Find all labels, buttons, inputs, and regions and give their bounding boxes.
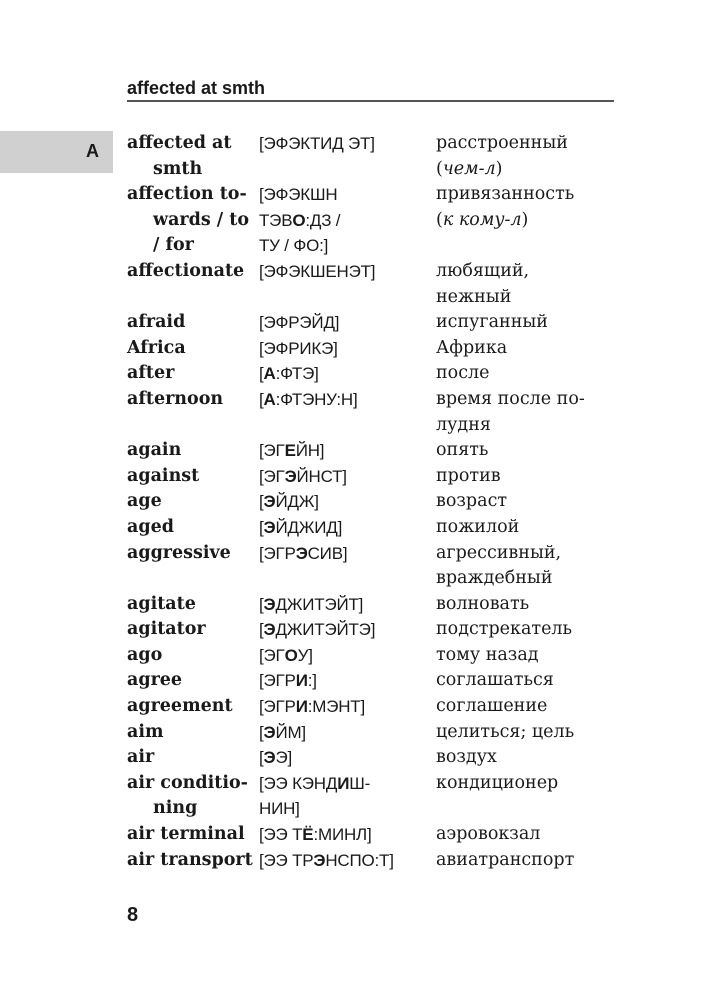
meaning-line — [436, 387, 597, 413]
meaning-line — [436, 617, 597, 643]
meaning-line — [436, 157, 597, 183]
meaning-text: ) — [521, 209, 529, 230]
headword-line: again — [127, 440, 182, 461]
headword-line: after — [127, 363, 175, 384]
meaning-line — [436, 259, 597, 285]
entry-meaning — [436, 515, 597, 541]
stressed-vowel: Э — [263, 594, 276, 614]
dictionary-entry — [127, 694, 597, 720]
thumb-index-letter: A — [86, 141, 99, 161]
meaning-text: ) — [495, 158, 503, 179]
transcription-line — [259, 489, 436, 515]
meaning-line — [436, 541, 597, 567]
dictionary-entry — [127, 848, 597, 874]
meaning-text: волновать — [436, 593, 530, 614]
headword-line: ning — [153, 798, 198, 819]
transcription-text: [ЭГ — [259, 645, 285, 665]
headword-line: afternoon — [127, 388, 224, 409]
headword-line: aged — [127, 516, 174, 537]
meaning-line — [436, 361, 597, 387]
headword-line: air conditio- — [127, 772, 248, 793]
transcription-text: :ДЗ / — [305, 210, 341, 230]
running-head: affected at smth — [127, 78, 266, 98]
entry-meaning — [436, 822, 597, 848]
transcription-line — [259, 541, 436, 567]
dictionary-entry — [127, 643, 597, 669]
meaning-text: Африка — [436, 337, 508, 358]
entry-transcription — [259, 668, 436, 694]
entry-meaning — [436, 745, 597, 771]
transcription-line — [259, 438, 436, 464]
entry-transcription — [259, 489, 436, 515]
meaning-line — [436, 131, 597, 157]
stressed-vowel: Э — [263, 748, 276, 768]
meaning-text: агрессивный, — [436, 542, 562, 563]
stressed-vowel: Э — [263, 492, 276, 512]
entry-headword — [127, 771, 259, 822]
transcription-text: :ФТЭ] — [275, 364, 319, 384]
transcription-text: [ — [259, 620, 264, 640]
entry-transcription — [259, 387, 436, 438]
entry-transcription — [259, 182, 436, 259]
dictionary-entry — [127, 592, 597, 618]
entry-headword — [127, 464, 259, 490]
entry-meaning — [436, 541, 597, 592]
meaning-text: аэровокзал — [436, 824, 541, 845]
transcription-text: [ЭГР — [259, 697, 296, 717]
transcription-line — [259, 182, 436, 208]
transcription-line — [259, 720, 436, 746]
dictionary-entry — [127, 541, 597, 592]
stressed-vowel: Э — [313, 850, 326, 870]
transcription-text: [ЭФРЭЙД] — [259, 313, 340, 333]
entry-transcription — [259, 464, 436, 490]
entry-headword — [127, 592, 259, 618]
transcription-text: [ЭЭ ТР — [259, 850, 314, 870]
entry-transcription — [259, 592, 436, 618]
dictionary-entry — [127, 131, 597, 182]
dictionary-entry — [127, 617, 597, 643]
headword-line: / for — [153, 235, 194, 256]
meaning-line — [436, 592, 597, 618]
entry-headword — [127, 694, 259, 720]
entry-transcription — [259, 541, 436, 592]
entry-meaning — [436, 771, 597, 822]
transcription-text: [ЭЭ Т — [259, 825, 303, 845]
page-number: 8 — [127, 904, 139, 926]
headword-line: agree — [127, 670, 183, 691]
headword-line: smth — [153, 158, 203, 179]
entry-meaning — [436, 361, 597, 387]
transcription-text: [ — [259, 364, 264, 384]
transcription-line — [259, 745, 436, 771]
headword-line: against — [127, 465, 200, 486]
entry-meaning — [436, 720, 597, 746]
dictionary-entry — [127, 720, 597, 746]
transcription-line — [259, 259, 436, 285]
headword-line: Africa — [127, 337, 186, 358]
headword-line: air — [127, 747, 155, 768]
entry-meaning — [436, 668, 597, 694]
stressed-vowel: Э — [263, 517, 276, 537]
transcription-text: [ — [259, 748, 264, 768]
transcription-line — [259, 515, 436, 541]
transcription-text: [ЭГР — [259, 543, 296, 563]
transcription-text: ДЖИТЭЙТ] — [275, 594, 364, 614]
meaning-text: враждебный — [436, 568, 553, 589]
meaning-text: кондиционер — [436, 772, 559, 793]
transcription-text: [ — [259, 517, 264, 537]
entry-meaning — [436, 182, 597, 259]
stressed-vowel: А — [263, 389, 276, 409]
usage-note: к кому-л — [442, 209, 522, 230]
entry-meaning — [436, 643, 597, 669]
entry-headword — [127, 822, 259, 848]
stressed-vowel: И — [295, 697, 308, 717]
stressed-vowel: А — [263, 364, 276, 384]
meaning-line — [436, 310, 597, 336]
entry-meaning — [436, 387, 597, 438]
dictionary-entry — [127, 489, 597, 515]
entry-transcription — [259, 361, 436, 387]
transcription-line — [259, 822, 436, 848]
stressed-vowel: Ё — [302, 825, 314, 845]
thumb-index-tab — [0, 131, 113, 173]
meaning-text: опять — [436, 440, 489, 461]
entry-meaning — [436, 592, 597, 618]
entry-transcription — [259, 694, 436, 720]
meaning-line — [436, 336, 597, 362]
transcription-text: [ЭФЭКШЕНЭТ] — [259, 261, 376, 281]
transcription-line — [259, 361, 436, 387]
entry-transcription — [259, 515, 436, 541]
entry-transcription — [259, 771, 436, 822]
entry-headword — [127, 489, 259, 515]
meaning-text: лудня — [436, 414, 491, 435]
entry-transcription — [259, 617, 436, 643]
entry-transcription — [259, 336, 436, 362]
transcription-text: [ЭФЭКТИД ЭТ] — [259, 134, 375, 153]
transcription-text: ЙМ] — [275, 722, 306, 742]
headword-line: agitate — [127, 593, 196, 614]
dictionary-entry — [127, 745, 597, 771]
transcription-line — [259, 848, 436, 874]
transcription-line — [259, 387, 436, 413]
transcription-text: [ — [259, 389, 264, 409]
stressed-vowel: О — [284, 645, 298, 665]
transcription-text: ДЖИТЭЙТЭ] — [275, 620, 376, 640]
entry-transcription — [259, 848, 436, 874]
meaning-line — [436, 745, 597, 771]
meaning-line — [436, 822, 597, 848]
dictionary-entry — [127, 771, 597, 822]
stressed-vowel: О — [292, 210, 306, 230]
entry-meaning — [436, 694, 597, 720]
stressed-vowel: Е — [284, 441, 296, 461]
stressed-vowel: И — [337, 773, 350, 793]
transcription-text: У] — [297, 645, 313, 665]
stressed-vowel: Э — [263, 620, 276, 640]
entry-headword — [127, 387, 259, 438]
entry-headword — [127, 336, 259, 362]
transcription-line — [259, 233, 436, 259]
transcription-text: ТЭВ — [259, 210, 293, 230]
entry-headword — [127, 541, 259, 592]
headword-line: aggressive — [127, 542, 231, 563]
headword-line: wards / to — [153, 209, 250, 230]
entry-transcription — [259, 822, 436, 848]
transcription-text: НИН] — [259, 799, 300, 819]
dictionary-entry — [127, 438, 597, 464]
transcription-text: :ФТЭНУ:Н] — [275, 389, 358, 409]
headword-line: affected at — [127, 133, 232, 153]
dictionary-entry — [127, 464, 597, 490]
dictionary-entry — [127, 515, 597, 541]
meaning-text: время после по- — [436, 388, 585, 409]
transcription-text: [ЭФЭКШН — [259, 185, 338, 205]
meaning-text: любящий, — [436, 260, 530, 281]
headword-line: affection to- — [127, 184, 247, 205]
entry-transcription — [259, 131, 436, 182]
entry-meaning — [436, 617, 597, 643]
meaning-line — [436, 771, 597, 797]
entry-meaning — [436, 848, 597, 874]
headword-line: affectionate — [127, 260, 245, 281]
entry-transcription — [259, 745, 436, 771]
transcription-line — [259, 208, 436, 234]
transcription-line — [259, 592, 436, 618]
transcription-line — [259, 131, 436, 157]
transcription-line — [259, 336, 436, 362]
headword-line: ago — [127, 644, 163, 665]
meaning-line — [436, 694, 597, 720]
entry-headword — [127, 131, 259, 182]
transcription-line — [259, 796, 436, 822]
header-rule — [127, 100, 614, 102]
entry-headword — [127, 668, 259, 694]
meaning-line — [436, 489, 597, 515]
entry-transcription — [259, 310, 436, 336]
stressed-vowel: Э — [284, 466, 297, 486]
transcription-text: [ЭГР — [259, 671, 296, 691]
dictionary-entries — [127, 131, 597, 873]
dictionary-entry — [127, 310, 597, 336]
entry-meaning — [436, 489, 597, 515]
meaning-line — [436, 182, 597, 208]
transcription-text: :МЭНТ] — [307, 697, 366, 717]
meaning-line — [436, 566, 597, 592]
transcription-text: :] — [307, 671, 317, 691]
meaning-line — [436, 643, 597, 669]
dictionary-entry — [127, 336, 597, 362]
entry-headword — [127, 310, 259, 336]
transcription-text: [ — [259, 722, 264, 742]
meaning-text: расстроенный — [436, 133, 568, 153]
meaning-text: ( — [436, 158, 443, 179]
transcription-line — [259, 694, 436, 720]
meaning-text: авиатранспорт — [436, 849, 575, 870]
meaning-line — [436, 464, 597, 490]
transcription-text: СИВ] — [307, 543, 348, 563]
meaning-line — [436, 413, 597, 439]
meaning-line — [436, 668, 597, 694]
meaning-line — [436, 285, 597, 311]
transcription-text: ЙН] — [295, 441, 325, 461]
entry-headword — [127, 617, 259, 643]
meaning-line — [436, 515, 597, 541]
transcription-text: [ — [259, 594, 264, 614]
entry-meaning — [436, 131, 597, 182]
meaning-text: целиться; цель — [436, 721, 575, 742]
transcription-line — [259, 464, 436, 490]
transcription-text: Э] — [275, 748, 292, 768]
headword-line: air transport — [127, 849, 253, 870]
meaning-text: нежный — [436, 286, 512, 307]
transcription-text: Ш- — [349, 773, 371, 793]
meaning-text: пожилой — [436, 516, 520, 537]
entry-meaning — [436, 259, 597, 310]
dictionary-entry — [127, 387, 597, 438]
transcription-text: ЙДЖИД] — [275, 517, 343, 537]
entry-headword — [127, 848, 259, 874]
transcription-text: [ЭГ — [259, 466, 285, 486]
entry-transcription — [259, 643, 436, 669]
meaning-text: привязанность — [436, 184, 575, 205]
entry-meaning — [436, 310, 597, 336]
entry-headword — [127, 643, 259, 669]
entry-headword — [127, 259, 259, 310]
transcription-line — [259, 617, 436, 643]
transcription-line — [259, 771, 436, 797]
headword-line: agitator — [127, 619, 206, 640]
meaning-text: соглашаться — [436, 670, 554, 691]
transcription-text: [ЭГ — [259, 441, 285, 461]
meaning-text: ( — [436, 209, 443, 230]
entry-headword — [127, 720, 259, 746]
meaning-text: соглашение — [436, 696, 548, 717]
transcription-text: НСПО:Т] — [325, 850, 394, 870]
entry-headword — [127, 745, 259, 771]
entry-meaning — [436, 336, 597, 362]
entry-meaning — [436, 464, 597, 490]
meaning-line — [436, 438, 597, 464]
transcription-text: [ — [259, 492, 264, 512]
meaning-text: тому назад — [436, 644, 539, 665]
entry-transcription — [259, 438, 436, 464]
stressed-vowel: Э — [295, 543, 308, 563]
headword-line: afraid — [127, 312, 186, 333]
meaning-text: воздух — [436, 747, 497, 768]
meaning-line — [436, 208, 597, 234]
transcription-line — [259, 668, 436, 694]
meaning-text: возраст — [436, 491, 508, 512]
transcription-text: [ЭЭ КЭНД — [259, 773, 338, 793]
transcription-text: [ЭФРИКЭ] — [259, 338, 338, 358]
entry-headword — [127, 438, 259, 464]
transcription-text: ЙНСТ] — [296, 466, 347, 486]
entry-headword — [127, 515, 259, 541]
transcription-text: ЙДЖ] — [275, 492, 319, 512]
meaning-text: подстрекатель — [436, 619, 573, 640]
transcription-text: ТУ / ФО:] — [259, 236, 329, 256]
transcription-line — [259, 643, 436, 669]
entry-transcription — [259, 259, 436, 310]
entry-transcription — [259, 720, 436, 746]
meaning-text: испуганный — [436, 312, 548, 333]
dictionary-entry — [127, 361, 597, 387]
dictionary-entry — [127, 668, 597, 694]
dictionary-entry — [127, 822, 597, 848]
usage-note: чем-л — [442, 158, 496, 179]
headword-line: age — [127, 491, 162, 512]
meaning-text: против — [436, 465, 501, 486]
entry-headword — [127, 182, 259, 259]
meaning-line — [436, 848, 597, 874]
entry-headword — [127, 361, 259, 387]
transcription-text: :МИНЛ] — [313, 825, 372, 845]
meaning-line — [436, 720, 597, 746]
stressed-vowel: И — [295, 671, 308, 691]
dictionary-entry — [127, 182, 597, 259]
headword-line: air terminal — [127, 824, 245, 845]
entry-meaning — [436, 438, 597, 464]
dictionary-entry — [127, 259, 597, 310]
headword-line: agreement — [127, 696, 233, 717]
headword-line: aim — [127, 721, 164, 742]
transcription-line — [259, 310, 436, 336]
meaning-text: после — [436, 363, 490, 384]
stressed-vowel: Э — [263, 722, 276, 742]
